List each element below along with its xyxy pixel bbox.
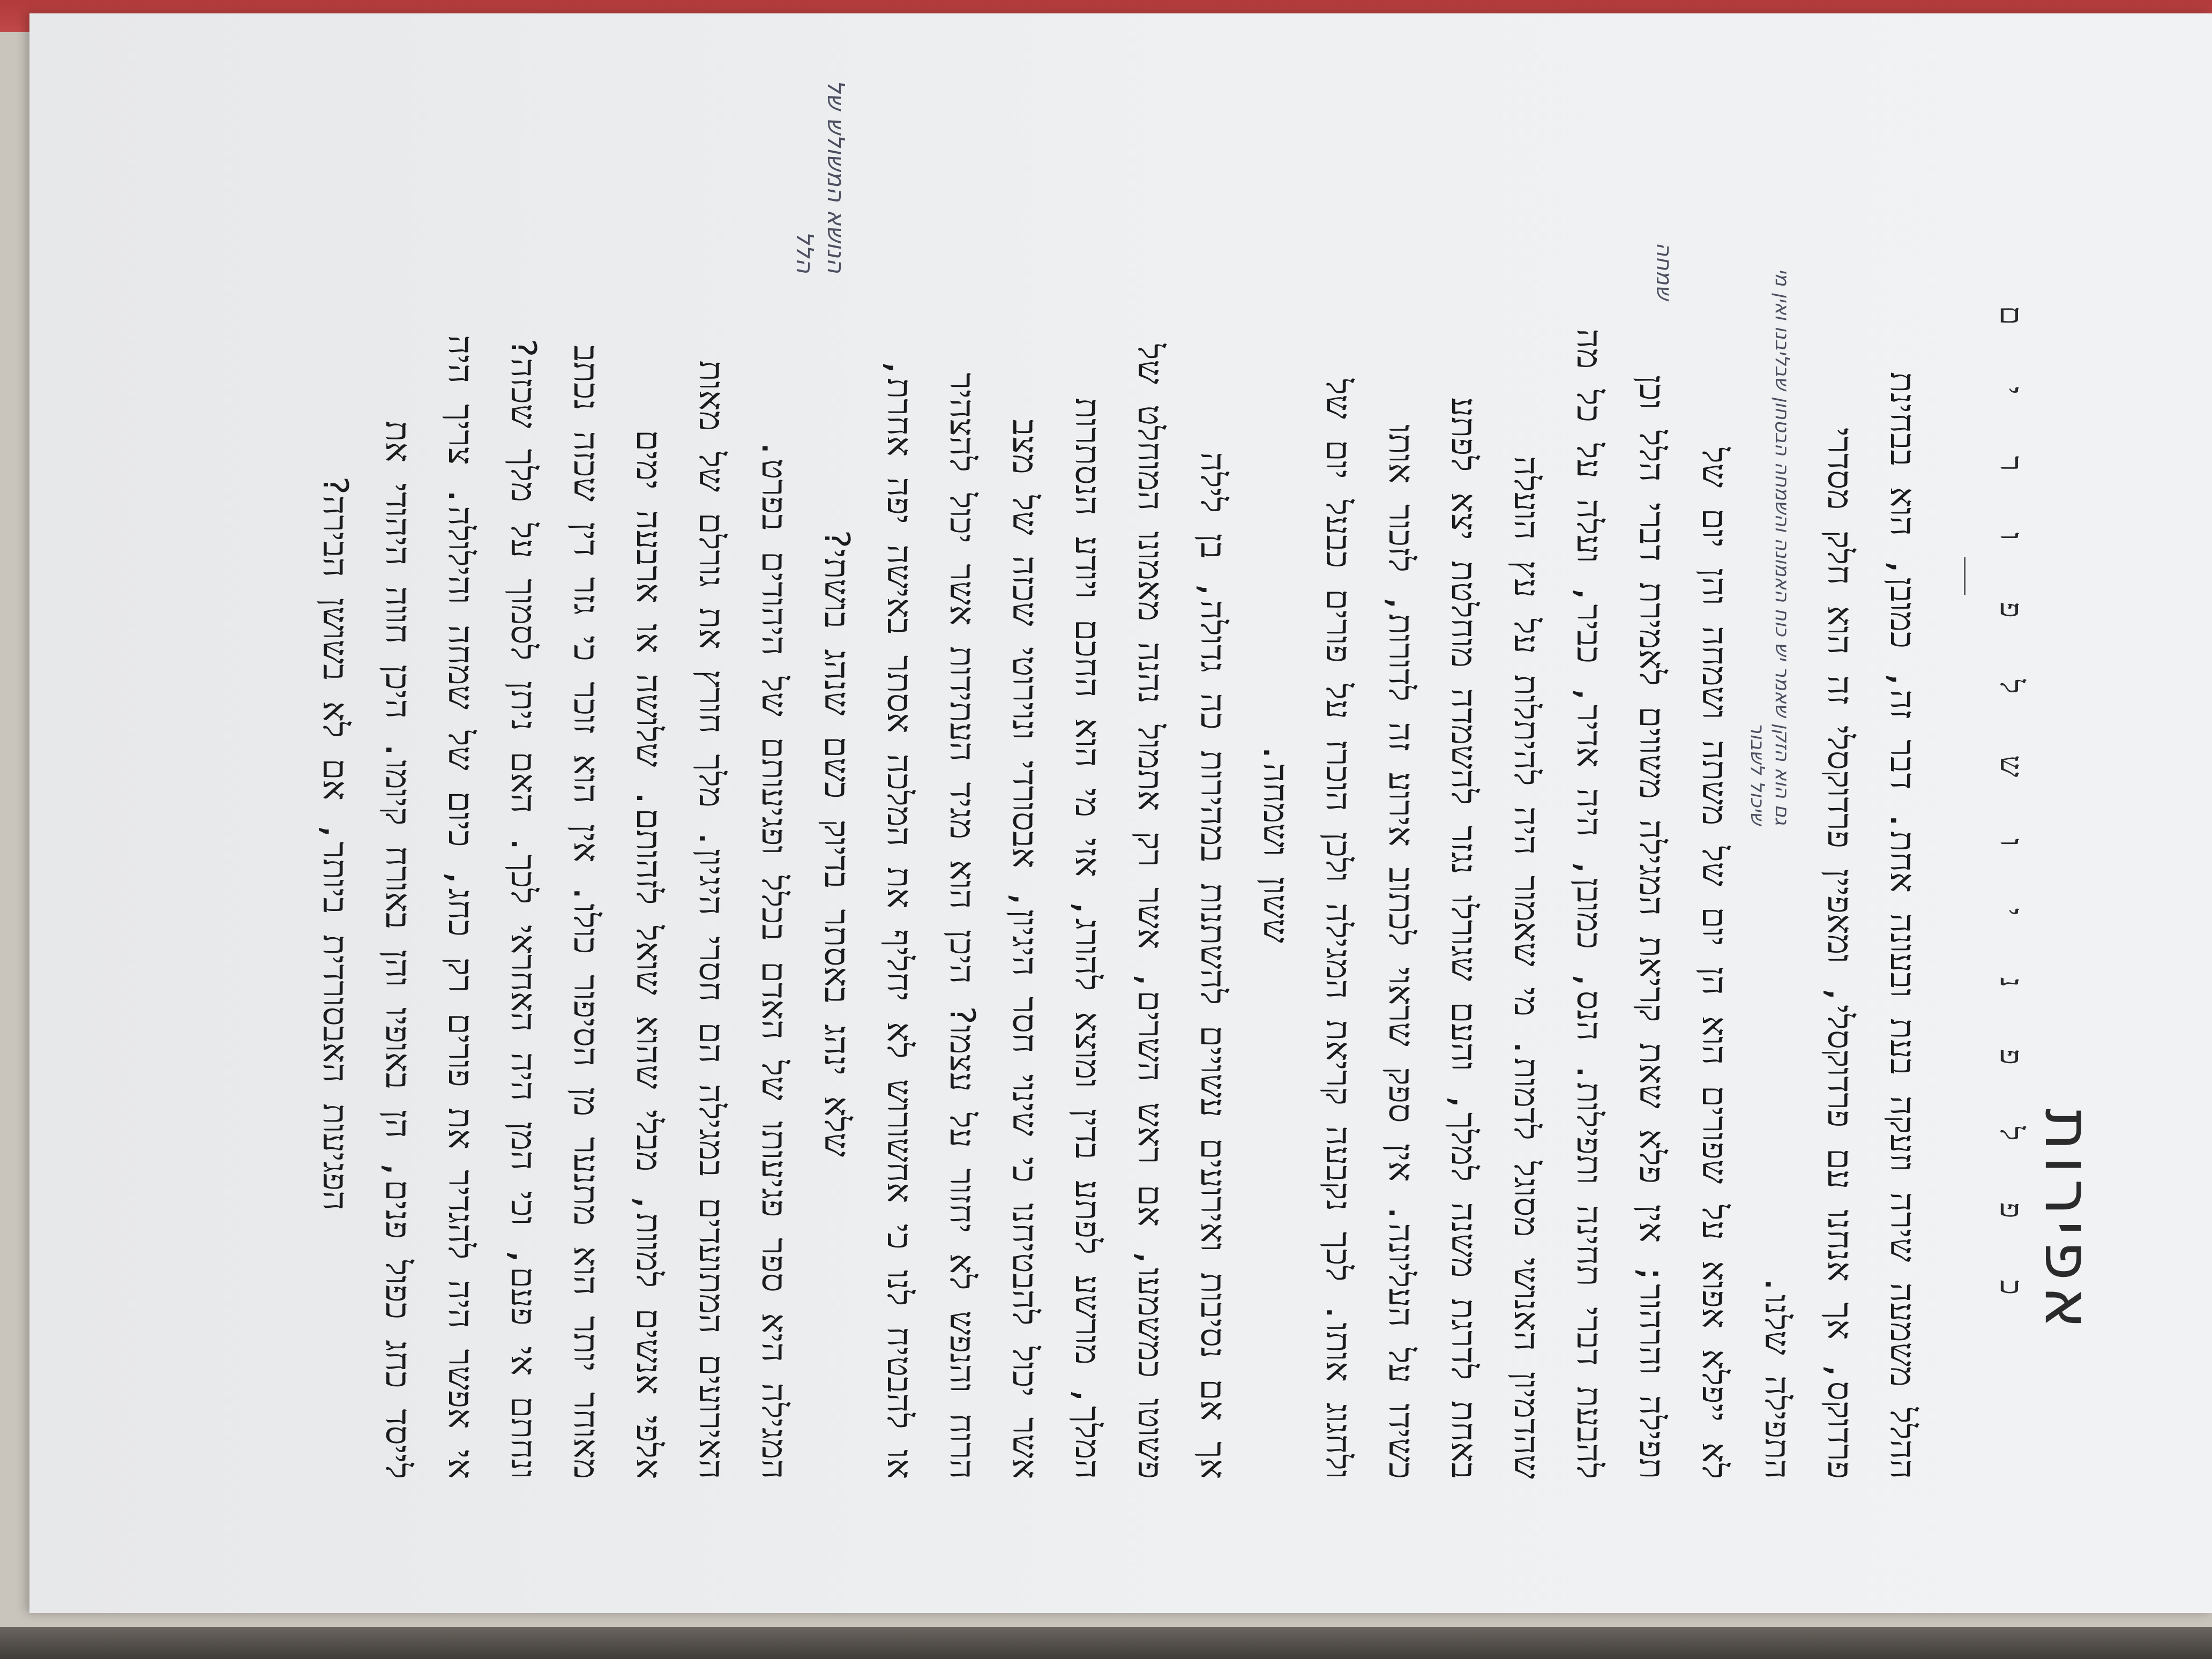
rotated-page-content bbox=[29, 13, 2212, 1613]
text-line: אי אפשר היה להגדיר את פורים רק כחג, כיום של שמחה והילולה. צריך היה bbox=[440, 335, 480, 1479]
text-line: אשר יכול להבטיחנו כי שינוי חסר היגיון, אבסורדי ונוירוטי שכזה של מצב bbox=[1005, 419, 1044, 1479]
handwritten-annotation: הנושא המשולש של הלל bbox=[791, 79, 849, 273]
book-page bbox=[29, 13, 2212, 1613]
page-header: כ פ ל פ נ י ו ש ל פ ו ר י ם bbox=[1993, 305, 2030, 1321]
text-line: אך אם נסיבות ואירועים עשויים להשתנות במהירות כה גדולה, בן לילה bbox=[1193, 452, 1232, 1479]
text-line: שהדמיון האנושי מסוגל לדמות. מי שאמור היה להיתלות על עץ הועלה bbox=[1506, 456, 1546, 1479]
page-body bbox=[303, 206, 1933, 1479]
text-line: המלך, מורשע לפתע בדין ומוצא להורג, אזי מי הוא החכם ויודע הנסתרות bbox=[1067, 398, 1107, 1479]
text-line: שלא ינהג באסתר בדיוק כשם שנהג בושתי? bbox=[817, 528, 856, 1157]
book-edge-bottom bbox=[0, 1627, 2212, 1659]
text-line: התפילה שלנו. bbox=[1757, 1274, 1797, 1479]
text-line: אלפי אנשים למוות, מבלי שהוא שואל לזהותם. שלושה או ארבעה ימים bbox=[629, 430, 668, 1479]
text-line: ההלל משמעה שירה וזעקה בעת ובעונה אחת. דבר זה, כמובן, הוא בבחינת bbox=[1882, 371, 1922, 1479]
handwritten-annotation: גם הוא הזקן שאמר יש כוח האמונה והשמחה הבטחון שבליבנו ואין מי שיכול לשבור bbox=[1746, 268, 1793, 825]
handwritten-dash bbox=[1964, 557, 1966, 595]
text-line: ולחגוג אותו. לכך נקבעה קריאת המגילה ולכן הוכרז על פורים כבעל יום של bbox=[1318, 378, 1358, 1479]
text-line: הרוח והנפש לא יחזור על עצמו? היכן הוא מגיד העתידות אשר יכול להצהיר bbox=[942, 372, 982, 1479]
handwritten-annotation: שמחה bbox=[1651, 242, 1676, 300]
text-line: פשוטו כמשמעו, אם ראש השרים, אשר רק אתמול נהנה מאמונו המוחלט של bbox=[1130, 343, 1170, 1479]
text-line: ששון ושמחה. bbox=[1256, 742, 1295, 943]
handwritten-side-note: אפירות bbox=[2030, 1108, 2105, 1334]
text-line: תפילה והרהור; אין פלא שאת קריאת המגילה משווים לאמירת דברי הלל וכן bbox=[1632, 375, 1671, 1479]
text-line: האירועים המתועדים במגילה הם חסרי היגיון. מלך חורץ את גורלם של מאות bbox=[691, 360, 731, 1479]
text-line: לייסד כחג כפול פנים, הן באופיו והן באורח קיומו. היכן חווה היהודי את bbox=[378, 421, 417, 1479]
text-line: ונחתם אי פעם, וכי המן היה האחראי לכך. האם ניתן לסמוך על מלך שכזה? bbox=[503, 337, 543, 1479]
text-line: כשידו על העליונה. אין ספק שראוי לכתוב אירוע זה לדורות, לזכור אותו bbox=[1381, 424, 1421, 1479]
text-line: מאוחר יותר הוא מתנער מן הסיפור כולו. אין הוא זוכר כי גזר דין שכזה נכתב bbox=[566, 345, 606, 1479]
text-line: המגילה היא ספר פגיעותו של האדם בכלל ופגיעותם של היהודים בפרט. bbox=[754, 438, 794, 1479]
text-line: להבעת דברי תחינה ותפילות. הנס, כמובן, היה אדיר, כביר, ועלה על כל מה bbox=[1569, 328, 1609, 1479]
text-line: פרדוקס, אך אנחנו עם פרדוקסלי, ומאפיין פרדוקסלי זה הוא חלק מסדרי bbox=[1820, 427, 1859, 1479]
text-line: לא ייפלא אפוא על שפורים הוא הן יום של משתה ושמחה והן יום של bbox=[1694, 447, 1734, 1479]
text-line: באחת לדרגת משנה למלך, והעם שגורלו נגזר להשמדה מוחלטת יצא לפתע bbox=[1444, 397, 1483, 1479]
text-line: או להבטיח לנו כי אחשורוש לא יחליף את המלכה אסתר באישה יפה אחרת, bbox=[879, 357, 919, 1479]
text-line: הפגיעות האבסורדית ביותר, אם לא בשושן הבירה? bbox=[315, 475, 355, 1210]
